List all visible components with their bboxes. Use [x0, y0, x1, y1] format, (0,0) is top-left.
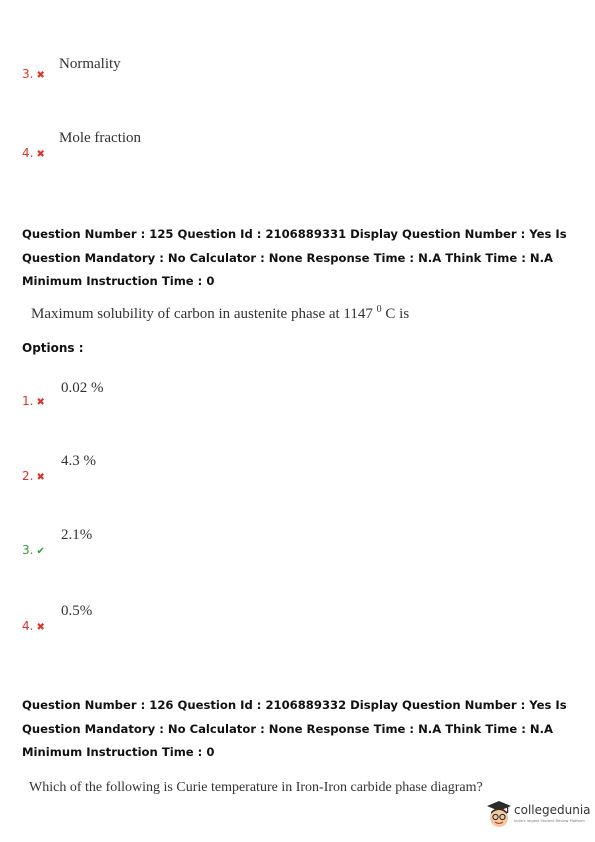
option-number: 3. ✔ — [22, 543, 45, 557]
logo-name: collegedunia — [514, 803, 591, 817]
option-number: 3. ✖ — [22, 67, 45, 81]
option-text: 4.3 % — [61, 453, 96, 469]
cross-icon: ✖ — [36, 622, 45, 633]
option-number: 4. ✖ — [22, 619, 45, 633]
collegedunia-logo — [486, 800, 591, 830]
logo-tagline: India's largest Student Review Platform — [514, 819, 585, 823]
question-meta-126: Question Number : 126 Question Id : 2106889332 Display Question Number : Yes Is Question Mandatory : No Calculator : None Response Time : N.A Think Time : N.A Minimum Instruction Time : 0 — [22, 698, 567, 759]
option-number: 1. ✖ — [22, 394, 45, 408]
option-text: 2.1% — [61, 527, 93, 543]
option-text: 0.5% — [61, 603, 93, 619]
option-text: 0.02 % — [61, 380, 104, 396]
option-number: 2. ✖ — [22, 469, 45, 483]
cross-icon: ✖ — [36, 70, 45, 81]
question-text-main: Maximum solubility of carbon in austenite phase at 1147 — [31, 306, 373, 322]
cross-icon: ✖ — [36, 397, 45, 408]
graduate-mascot-icon — [486, 800, 512, 830]
options-label: Options : — [22, 341, 84, 355]
question-meta-125: Question Number : 125 Question Id : 2106889331 Display Question Number : Yes Is Question Mandatory : No Calculator : None Response Time : N.A Think Time : N.A Minimum Instruction Time : 0 — [22, 227, 567, 288]
option-text: Normality — [59, 56, 121, 72]
question-text-tail: C is — [385, 306, 410, 322]
question-text-126: Which of the following is Curie temperature in Iron-Iron carbide phase diagram? — [29, 780, 483, 795]
cross-icon: ✖ — [36, 149, 45, 160]
question-text-125 — [31, 304, 409, 323]
option-text: Mole fraction — [59, 130, 142, 146]
check-icon: ✔ — [36, 546, 45, 557]
degree-superscript: 0 — [376, 304, 382, 315]
option-number: 4. ✖ — [22, 146, 45, 160]
cross-icon: ✖ — [36, 472, 45, 483]
